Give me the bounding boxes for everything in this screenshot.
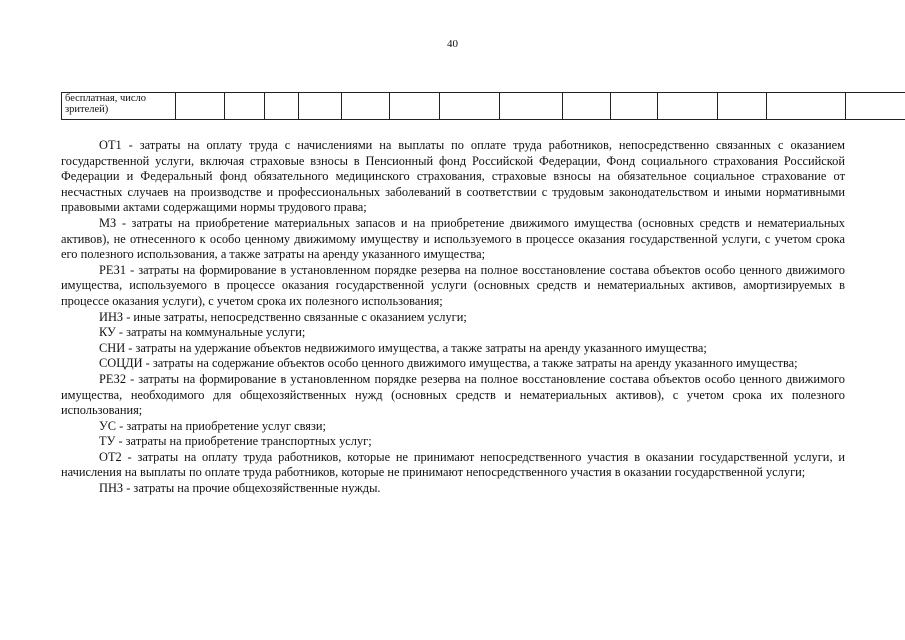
paragraph-us: УС - затраты на приобретение услуг связи; [99, 418, 326, 433]
paragraph-rez2: РЕЗ2 - затраты на формирование в установленном порядке резерва на полное восстановление состава объектов особо ценного движимого имущества, необходимого для общехозяйственных нужд (основных средств и нематериальных активов), с учетом срока их полезного использования; [61, 371, 845, 418]
paragraph-ku: КУ - затраты на коммунальные услуги; [99, 325, 306, 340]
table-cell [563, 93, 611, 120]
table-cell [658, 93, 718, 120]
table-cell [342, 93, 390, 120]
table-cell [440, 93, 500, 120]
paragraph-socdi: СОЦДИ - затраты на содержание объектов особо ценного движимого имущества, а также затраты на аренду указанного имущества; [99, 356, 798, 371]
paragraph-tu: ТУ - затраты на приобретение транспортных услуг; [99, 434, 372, 449]
paragraph-inz: ИНЗ - иные затраты, непосредственно связанные с оказанием услуги; [99, 309, 467, 324]
table-cell [225, 93, 265, 120]
table-cell [718, 93, 767, 120]
page-number: 40 [447, 38, 458, 50]
paragraph-pnz: ПНЗ - затраты на прочие общехозяйственные нужды. [99, 481, 381, 496]
paragraph-ot1: ОТ1 - затраты на оплату труда с начислениями на выплаты по оплате труда работников, непосредственно связанных с оказанием государственной услуги, включая страховые взносы в Пенсионный фонд Российской Федерации, Фонд социального страхования Российской Федерации и Федеральный фонд обязательного медицинского страхования, страховые взносы на обязательное социальное страхование от несчастных случаев на производстве и профессиональных заболеваний в соответствии с трудовым законодательством и иными нормативными правовыми актами содержащими нормы трудового права; [61, 138, 845, 215]
table-cell [299, 93, 342, 120]
table-fragment [61, 92, 905, 120]
table-cell [265, 93, 299, 120]
table-cell [846, 93, 905, 120]
table-cell [176, 93, 225, 120]
table-cell [500, 93, 563, 120]
table-cell-label: бесплатная, число зрителей) [62, 93, 176, 120]
paragraph-ot2: ОТ2 - затраты на оплату труда работников, которые не принимают непосредственного участия в оказании государственной услуги, и начисления на выплаты по оплате труда работников, которые не принимают непосредственного участия в оказании государственной услуги; [61, 449, 845, 480]
table-cell [611, 93, 658, 120]
table-cell [390, 93, 440, 120]
table-cell [767, 93, 846, 120]
paragraph-mz: МЗ - затраты на приобретение материальных запасов и на приобретение движимого имущества (основных средств и нематериальных активов), не отнесенного к особо ценному движимому имуществу и используемого в процессе оказания государственной услуги, с учетом срока его полезного использования, а также затраты на аренду указанного имущества; [61, 215, 845, 262]
table-row [62, 93, 905, 120]
paragraph-sni: СНИ - затраты на удержание объектов недвижимого имущества, а также затраты на аренду указанного имущества; [99, 340, 707, 355]
body-text [61, 138, 845, 497]
paragraph-rez1: РЕЗ1 - затраты на формирование в установленном порядке резерва на полное восстановление состава объектов особо ценного движимого имущества, используемого в процессе оказания государственной услуги (основных средств и нематериальных активов, амортизируемых в процессе оказания услуги), с учетом срока их полезного использования; [61, 262, 845, 308]
